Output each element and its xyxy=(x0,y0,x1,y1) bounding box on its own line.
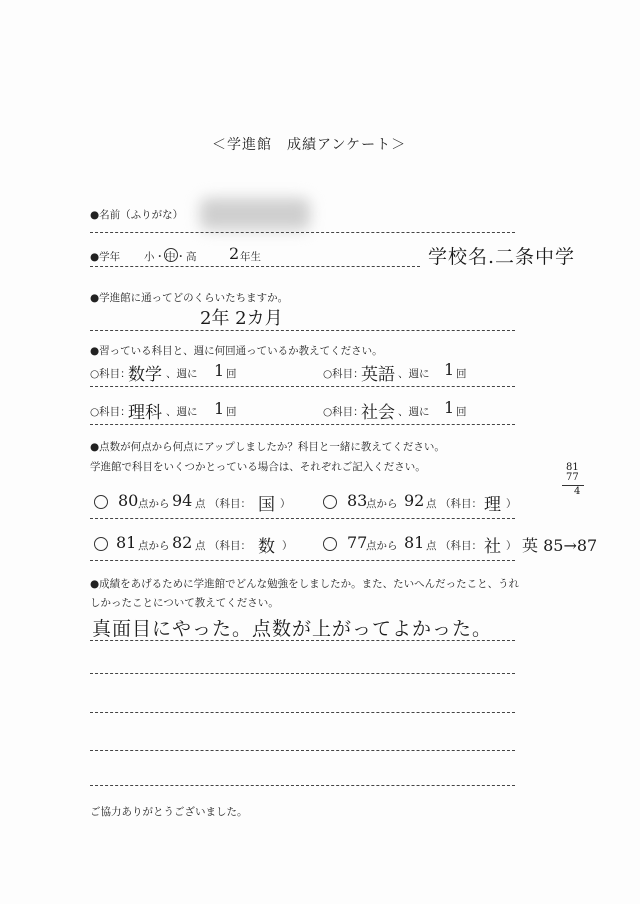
subject-name: 社会 xyxy=(361,403,395,423)
study-line xyxy=(90,673,515,674)
grade-level-circle xyxy=(164,248,178,262)
subject-count: 1 xyxy=(214,399,225,418)
score-subject: 数 xyxy=(258,537,275,557)
subject-times: 回 xyxy=(456,368,467,380)
subject-per-week: 、週に xyxy=(166,368,198,380)
duration-question: ●学進館に通ってどのくらいたちますか。 xyxy=(90,292,289,304)
survey-title: ＜学進館 成績アンケート＞ xyxy=(212,137,407,153)
score-subject-label: （科目： xyxy=(440,540,482,552)
subject-count: 1 xyxy=(444,398,455,417)
score-from-label: 点から xyxy=(138,498,170,510)
subject-prefix: ○科目： xyxy=(90,368,131,380)
subject-per-week: 、週に xyxy=(398,368,430,380)
score-close: ） xyxy=(282,540,293,552)
grade-levels: 小・中・高 xyxy=(144,251,197,263)
grade-suffix: 年生 xyxy=(240,251,261,263)
scores-question: ●点数が何点から何点にアップしましたか？科目と一緒に教えてください。 xyxy=(90,441,445,453)
subjects-line xyxy=(90,386,515,387)
grade-label: ●学年 xyxy=(90,251,121,263)
subject-prefix: ○科目： xyxy=(323,406,364,418)
subject-count: 1 xyxy=(444,360,455,379)
score-close: ） xyxy=(506,540,517,552)
study-question: ●成績をあげるために学進館でどんな勉強をしましたか。また、たいへんだったこと、うれ xyxy=(90,578,520,590)
score-bullet xyxy=(323,495,337,509)
calc-bottom: 4 xyxy=(574,486,581,497)
score-close: ） xyxy=(280,498,291,510)
score-subject-label: （科目： xyxy=(209,498,251,510)
score-bullet xyxy=(94,495,108,509)
score-to-label: 点 xyxy=(195,498,206,510)
subjects-line xyxy=(90,424,515,425)
score-subject-label: （科目： xyxy=(209,540,251,552)
score-subject: 理 xyxy=(484,495,501,515)
name-answer-line xyxy=(90,232,515,233)
score-from-label: 点から xyxy=(366,498,398,510)
subject-prefix: ○科目： xyxy=(90,406,131,418)
subject-times: 回 xyxy=(226,406,237,418)
subject-prefix: ○科目： xyxy=(323,368,364,380)
subject-per-week: 、週に xyxy=(398,406,430,418)
subject-name: 理科 xyxy=(128,403,162,423)
subject-per-week: 、週に xyxy=(166,406,198,418)
score-from: 80 xyxy=(118,491,139,510)
score-from-label: 点から xyxy=(138,540,170,552)
score-to-label: 点 xyxy=(195,540,206,552)
school-name: 学校名.二条中学 xyxy=(428,246,576,268)
calc-middle: 77 xyxy=(566,472,579,483)
score-to: 81 xyxy=(404,533,425,552)
score-extra: 英 85→87 xyxy=(522,536,598,555)
scores-note: 学進館で科目をいくつかとっている場合は、それぞれご記入ください。 xyxy=(90,461,426,473)
score-subject: 社 xyxy=(484,537,501,557)
subject-count: 1 xyxy=(214,361,225,380)
score-to-label: 点 xyxy=(426,540,437,552)
score-from: 81 xyxy=(116,533,137,552)
study-line xyxy=(90,750,515,751)
subject-name: 数学 xyxy=(128,365,162,385)
score-subject-label: （科目： xyxy=(440,498,482,510)
redacted-name xyxy=(200,198,310,230)
subject-times: 回 xyxy=(456,406,467,418)
scores-line xyxy=(90,518,515,519)
score-bullet xyxy=(323,537,337,551)
subject-times: 回 xyxy=(226,368,237,380)
score-to: 92 xyxy=(404,491,425,510)
score-to: 82 xyxy=(172,533,193,552)
study-line xyxy=(90,712,515,713)
name-label: ●名前（ふりがな） xyxy=(90,209,184,221)
subject-name: 英語 xyxy=(361,365,395,385)
score-subject: 国 xyxy=(258,495,275,515)
study-line xyxy=(90,640,515,641)
scores-line xyxy=(90,560,515,561)
score-close: ） xyxy=(506,498,517,510)
subjects-question: ●習っている科目と、週に何回通っているか教えてください。 xyxy=(90,345,383,357)
score-to-label: 点 xyxy=(426,498,437,510)
score-from: 77 xyxy=(347,533,368,552)
score-from: 83 xyxy=(347,491,368,510)
closing-message: ご協力ありがとうございました。 xyxy=(90,806,248,818)
duration-answer: 2年 2カ月 xyxy=(200,308,283,329)
score-from-label: 点から xyxy=(366,540,398,552)
grade-answer-line xyxy=(90,266,420,267)
study-answer: 真面目にやった。点数が上がってよかった。 xyxy=(92,618,493,640)
calc-top: 81 xyxy=(566,462,579,473)
score-to: 94 xyxy=(172,491,193,510)
grade-value: 2 xyxy=(229,244,240,263)
study-line xyxy=(90,785,515,786)
duration-answer-line xyxy=(90,330,515,331)
calc-line xyxy=(562,485,584,486)
score-bullet xyxy=(94,537,108,551)
study-question-cont: しかったことについて教えてください。 xyxy=(90,597,279,609)
